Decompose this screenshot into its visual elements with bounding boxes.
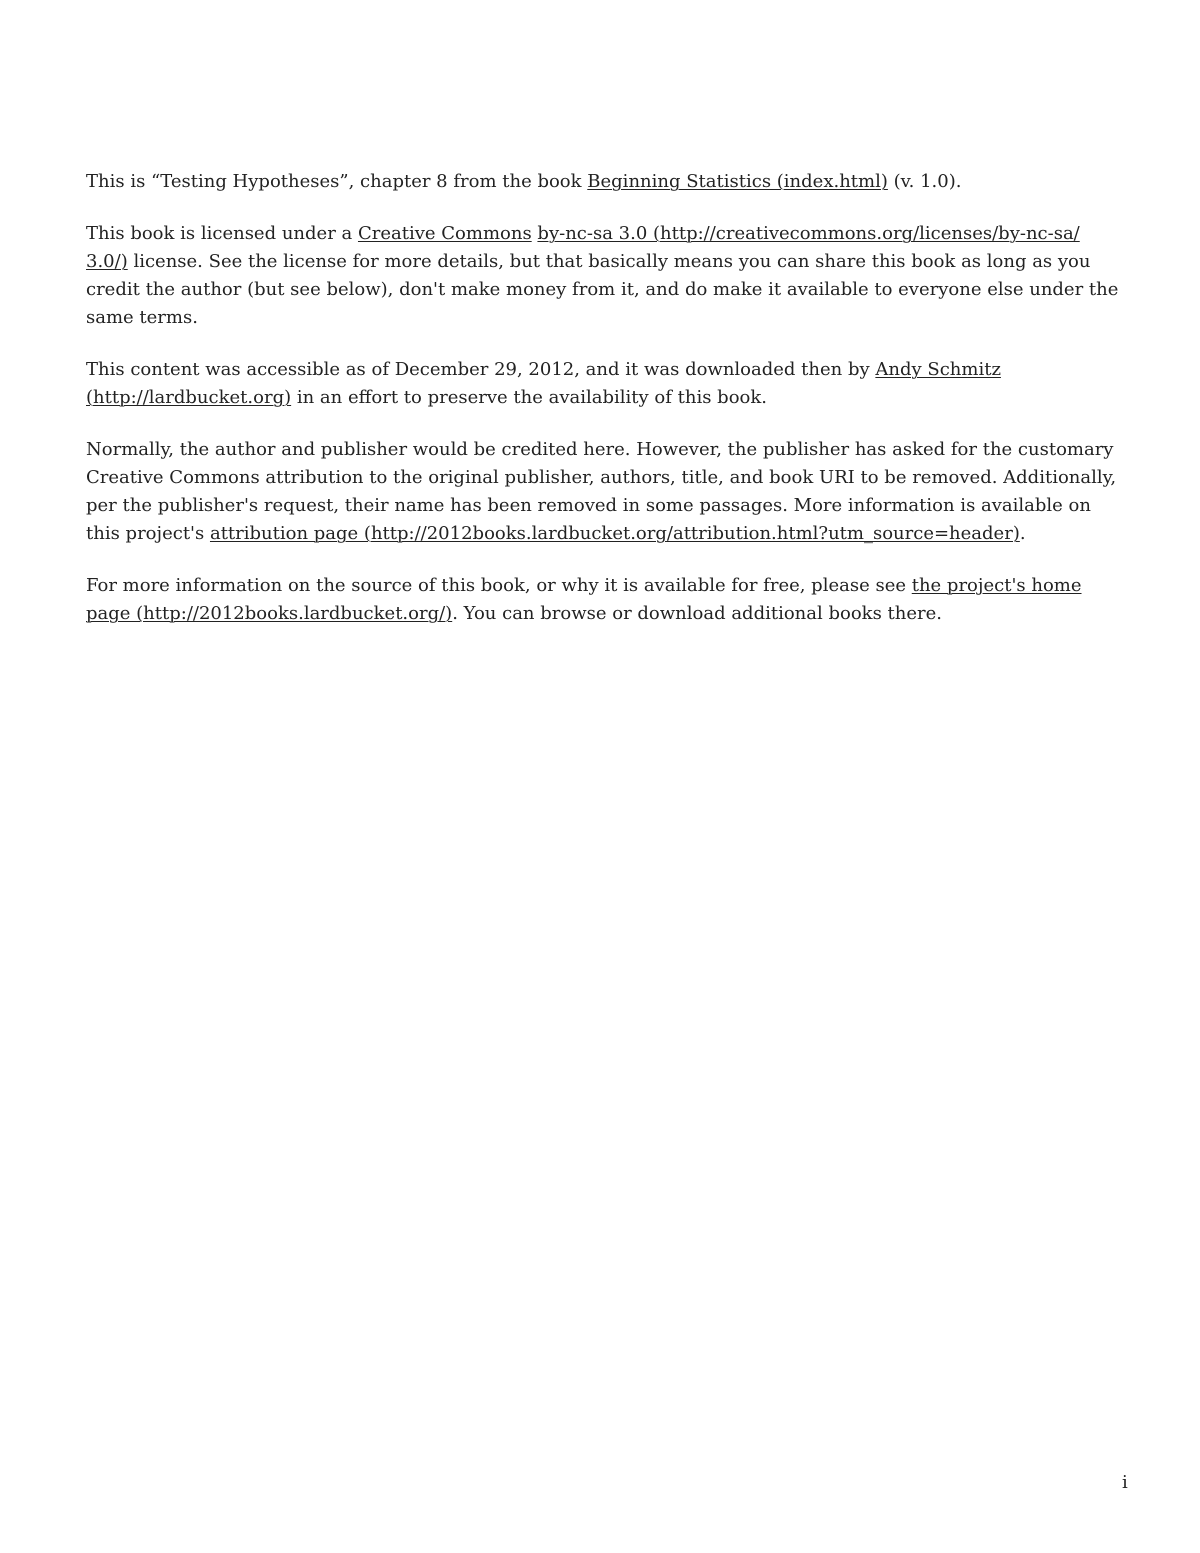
text: (v. 1.0). <box>887 171 962 192</box>
text: This book is licensed under a <box>86 223 358 244</box>
text: This is “Testing Hypotheses”, chapter 8 from the book <box>86 171 588 192</box>
text: . <box>1019 523 1026 544</box>
paragraph-book-info <box>86 168 1120 196</box>
text: license. See the license for more details, but that basically means you can share this book as long as you credit the author (but see below), don't make money from it, and do make it available to everyone else under the same terms. <box>86 251 1119 328</box>
paragraph-download-info <box>86 356 1120 412</box>
text: in an effort to preserve the availability of this book. <box>291 387 767 408</box>
paragraph-license <box>86 220 1120 332</box>
text: For more information on the source of this book, or why it is available for free, please see <box>86 575 912 596</box>
text: Normally, the author and publisher would be credited here. However, the publisher has asked for the customary Creative Commons attribution to the original publisher, authors, title, and book URI to be removed. Additionally, per the publisher's request, their name has been removed in some passages. More information is available on this project's <box>86 439 1117 544</box>
project-home-page-link[interactable]: the project's home page (http://2012books.lardbucket.org/) <box>86 575 1082 624</box>
text: This content was accessible as of December 29, 2012, and it was downloaded then by <box>86 359 876 380</box>
paragraph-attribution <box>86 436 1120 548</box>
book-index-link[interactable]: Beginning Statistics (index.html) <box>587 171 888 192</box>
andy-schmitz-link[interactable]: Andy Schmitz (http://lardbucket.org) <box>86 359 1001 408</box>
page-number: i <box>1122 1472 1128 1493</box>
attribution-page-link[interactable]: attribution page (http://2012books.lardbucket.org/attribution.html?utm_source=header) <box>209 523 1020 544</box>
text: . You can browse or download additional books there. <box>452 603 942 624</box>
creative-commons-link[interactable]: Creative Commons <box>357 223 532 244</box>
front-matter-text <box>86 168 1120 652</box>
paragraph-more-info <box>86 572 1120 628</box>
license-link[interactable]: by-nc-sa 3.0 (http://creativecommons.org/licenses/by-nc-sa/ 3.0/) <box>86 223 1080 272</box>
